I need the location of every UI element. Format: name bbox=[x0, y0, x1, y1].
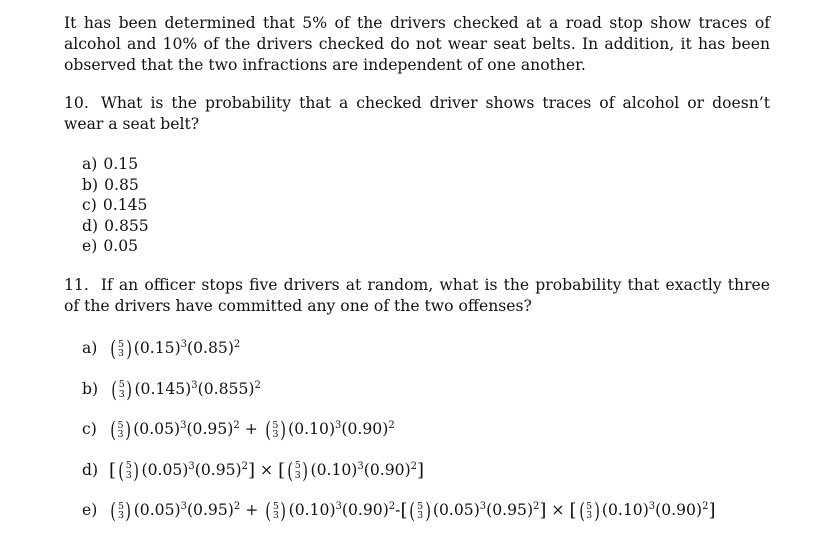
question-10 bbox=[64, 93, 770, 135]
binomial-coefficient: ( 5 3 ) bbox=[264, 418, 286, 442]
question-10-choices bbox=[82, 154, 149, 257]
choice-10d: d) 0.855 bbox=[82, 216, 149, 235]
binomial-coefficient: ( 5 3 ) bbox=[578, 499, 600, 523]
binomial-coefficient: ( 5 3 ) bbox=[110, 418, 131, 442]
question-11-number: 11. bbox=[64, 276, 89, 294]
choice-10b: b) 0.85 bbox=[82, 175, 139, 194]
binomial-coefficient: ( 5 3 ) bbox=[110, 499, 132, 523]
choice-11c: c) ( 5 3 ) $(0.05)^3(0.95)^2$ + ( 5 3 ) $(0.10)^3(0.90)^2$ bbox=[82, 418, 395, 442]
binomial-coefficient: ( 5 3 ) bbox=[409, 499, 431, 523]
choice-10a: a) 0.15 bbox=[82, 155, 139, 173]
intro-paragraph: It has been determined that 5% of the drivers checked at a road stop show traces of alcohol and 10% of the drivers checked do not wear seat belts. In addition, it has been observed that the two infractions are independent of one another. bbox=[64, 14, 770, 74]
question-10-text: What is the probability that a checked driver shows traces of alcohol or doesn’t wear a seat belt? bbox=[64, 94, 770, 133]
choice-11d: d) [ ( 5 3 ) $(0.05)^3(0.95)^2$] × [ ( 5 3 ) $(0.10)^3(0.90)^2$] bbox=[82, 458, 425, 483]
question-10-number: 10. bbox=[64, 94, 89, 112]
choice-10c: c) 0.145 bbox=[82, 196, 148, 214]
binomial-coefficient: ( 5 3 ) bbox=[265, 499, 287, 523]
binomial-coefficient: ( 5 3 ) bbox=[118, 458, 140, 483]
choice-11b: b) ( 5 3 ) $(0.145)^3(0.855)^2$ bbox=[82, 377, 261, 402]
binomial-coefficient: ( 5 3 ) bbox=[287, 458, 309, 483]
binomial-coefficient: ( 5 3 ) bbox=[111, 377, 133, 402]
question-11 bbox=[64, 275, 770, 317]
question-11-choices bbox=[82, 334, 715, 537]
choice-11a: a) ( 5 3 ) $(0.15)^3(0.85)^2$ bbox=[82, 337, 241, 361]
question-11-text: If an officer stops five drivers at random, what is the probability that exactly three of the drivers have committed any one of the two offenses? bbox=[64, 276, 770, 315]
choice-10e: e) 0.05 bbox=[82, 237, 139, 255]
choice-11e: e) ( 5 3 ) $(0.05)^3(0.95)^2$ + ( 5 3 ) $(0.10)^3(0.90)^2-$[ ( 5 3 ) $(0.05)^3(0.95)^2$] × [ ( 5 3 ) $(0.10)^3(0.90)^2$] bbox=[82, 499, 716, 523]
binomial-coefficient: ( 5 3 ) bbox=[110, 337, 132, 361]
